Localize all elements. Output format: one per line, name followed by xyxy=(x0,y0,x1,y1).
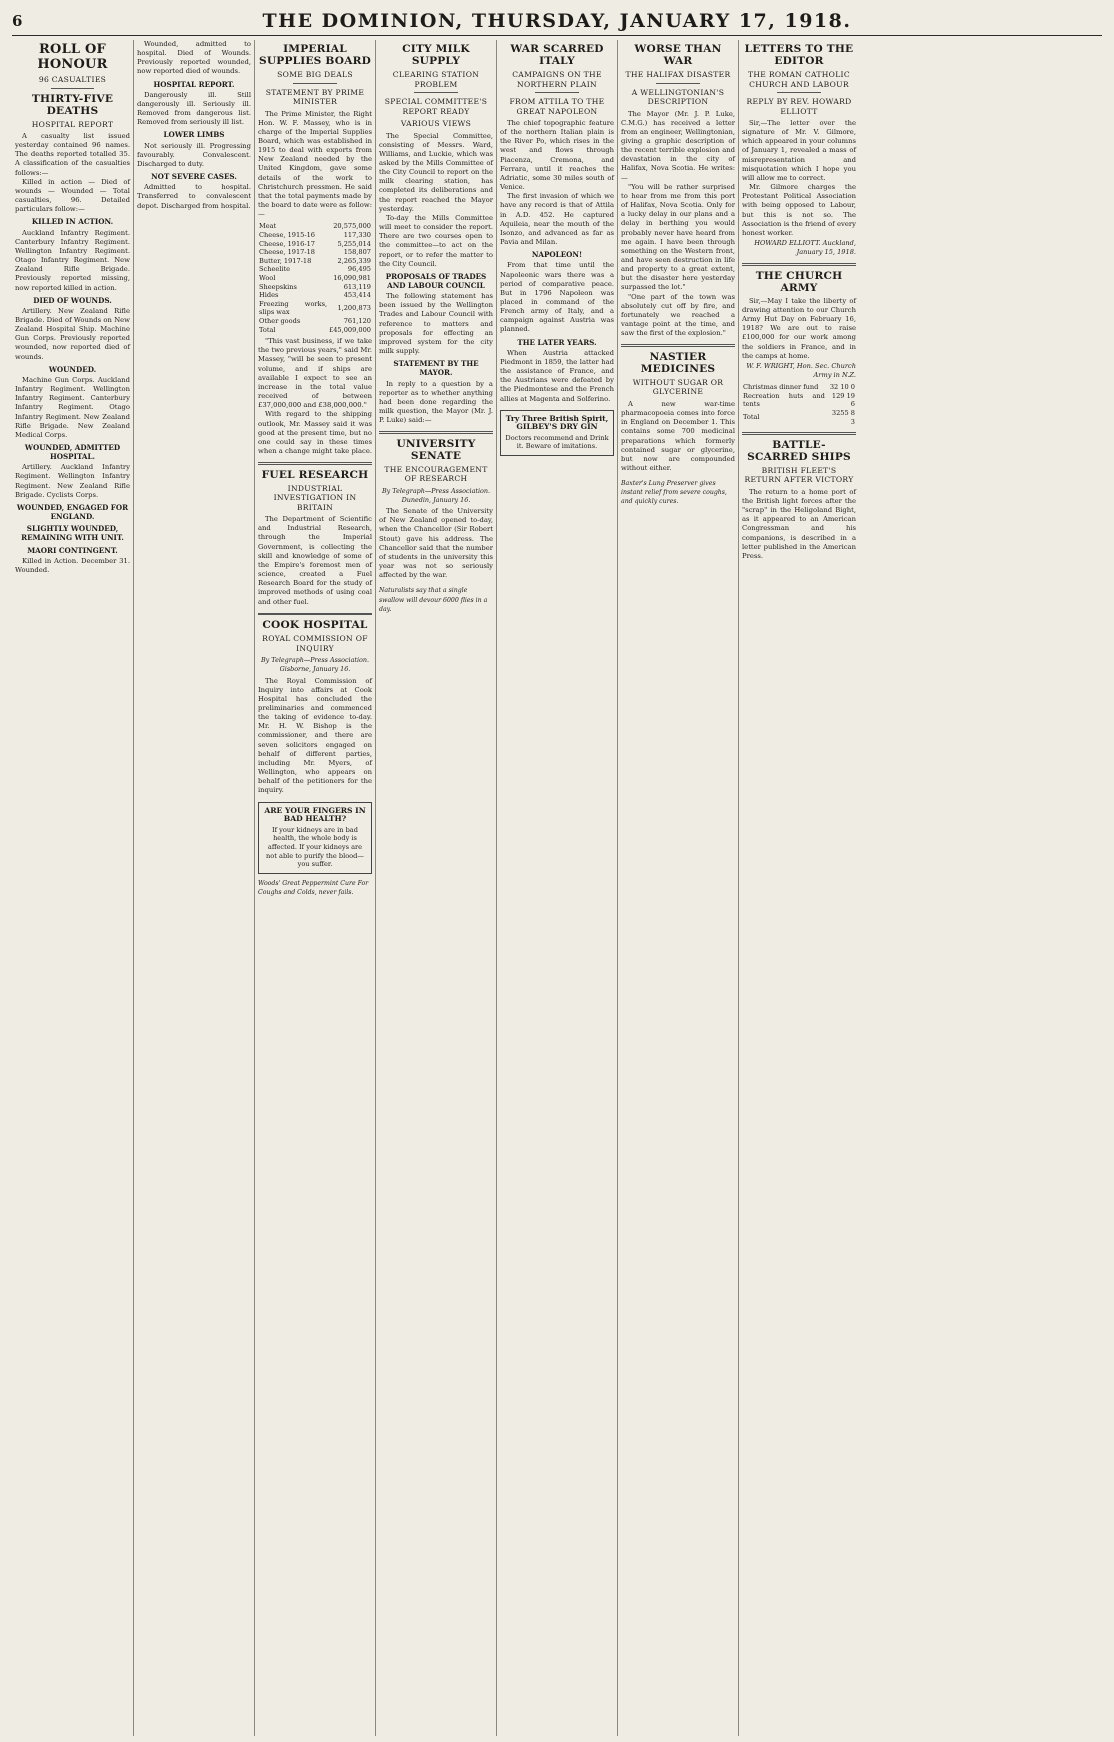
body-text: Artillery. Auckland Infantry Regiment. Wellington Infantry Regiment. New Zealand Rifle Brigade. Cyclists Corps. xyxy=(15,463,130,499)
headline: BATTLE-SCARRED SHIPS xyxy=(747,438,851,463)
row-label: Meat xyxy=(259,222,277,231)
article-university-senate xyxy=(379,438,493,581)
body-text: "This vast business, if we take the two previous years," said Mr. Massey, "will be seen to present volume, and if ships are available I expect to see an increase in the total value received of between £37,000,000 and £38,000,000." xyxy=(258,337,372,410)
subheadline: REPLY BY REV. HOWARD ELLIOTT xyxy=(746,97,852,116)
subheadline: A WELLINGTONIAN'S DESCRIPTION xyxy=(631,87,725,106)
subheadline: THE HALIFAX DISASTER xyxy=(625,70,731,79)
table-row xyxy=(258,265,372,274)
row-value: 117,330 xyxy=(343,230,371,239)
section-heading: PROPOSALS OF TRADES AND LABOUR COUNCIL xyxy=(385,271,487,290)
table-row xyxy=(258,326,372,335)
headline: CITY MILK SUPPLY xyxy=(402,43,470,67)
column-6 xyxy=(617,40,738,1736)
divider xyxy=(293,83,336,84)
ad-text: Doctors recommend and Drink it. Beware of imitations. xyxy=(505,433,609,451)
section-heading: KILLED IN ACTION. xyxy=(31,217,114,227)
payments-table xyxy=(258,222,372,334)
body-text: Mr. Gilmore charges the Protestant Political Association with being opposed to Labour, but this is not so. The Association is the friend of every honest worker. xyxy=(742,183,856,237)
row-value: 96,495 xyxy=(347,265,371,274)
body-text: When Austria attacked Piedmont in 1859, the latter had the assistance of France, and the Austrians were defeated by the Piedmontese and the French allies at Magenta and Solferino. xyxy=(500,348,614,403)
row-value: 453,414 xyxy=(343,291,371,300)
body-text: The Royal Commission of Inquiry into affairs at Cook Hospital has concluded the preliminaries and commenced the taking of evidence to-day. Mr. H. W. Bishop is the commissioner, and there are seven solicitors engaged on behalf of different parties, including Mr. Myers, of Wellington, who appears on behalf of the petitioners for the inquiry. xyxy=(258,676,372,795)
article-fuel-research xyxy=(258,469,372,607)
row-label: Hides xyxy=(259,291,279,300)
fund-table xyxy=(742,383,856,426)
section-heading: NAPOLEON! xyxy=(531,250,583,260)
row-label: Total xyxy=(743,413,760,422)
section-heading: HOSPITAL REPORT. xyxy=(153,79,235,89)
divider xyxy=(379,431,493,434)
table-row xyxy=(258,257,372,266)
row-label: Cheese, 1917-18 xyxy=(259,248,315,257)
row-value: 2,265,339 xyxy=(337,256,371,265)
column-7 xyxy=(738,40,859,1736)
table-row xyxy=(258,274,372,283)
article-church-army xyxy=(742,270,856,426)
column-2 xyxy=(133,40,254,1736)
body-text: "One part of the town was absolutely cut off by fire, and fortunately we reached a vantage point at the time, and saw the first of the explosion." xyxy=(621,292,735,338)
section-heading: WOUNDED. xyxy=(48,364,97,374)
table-row xyxy=(258,317,372,326)
ad-title: Try Three British Spirit, GILBEY'S DRY GIN xyxy=(505,413,609,432)
headline: LETTERS TO THE EDITOR xyxy=(744,43,854,67)
article-imperial-supplies xyxy=(258,43,372,456)
dateline: By Telegraph—Press Association. Dunedin, January 16. xyxy=(381,486,491,504)
columns xyxy=(12,40,1102,1736)
divider xyxy=(258,462,372,465)
section-heading: SLIGHTLY WOUNDED, REMAINING WITH UNIT. xyxy=(21,524,124,543)
headline: ROLL OF HONOUR xyxy=(37,42,108,72)
body-text: With regard to the shipping outlook, Mr. Massey said it was good at the present time, but no one could say in these times when a change might take place. xyxy=(258,410,373,455)
column-1 xyxy=(12,40,133,1736)
headline: WAR SCARRED ITALY xyxy=(510,43,604,67)
body-text: Killed in action — Died of wounds — Wounded — Total casualties, 96. Detailed particulars follow:— xyxy=(15,177,130,214)
body-text: Not seriously ill. Progressing favourably. Convalescent. Discharged to duty. xyxy=(137,141,251,168)
body-text: A new war-time pharmacopoeia comes into force in England on December 1. This contains some 700 medicinal preparations which formerly contained sugar or glycerine, but now are compounded without either. xyxy=(621,399,735,472)
advertisement: Baxter's Lung Preserver gives instant relief from severe coughs, and quickly cures. xyxy=(621,480,727,506)
section-heading: MAORI CONTINGENT. xyxy=(27,545,118,555)
headline: WORSE THAN WAR xyxy=(634,43,722,67)
subheadline: SOME BIG DEALS xyxy=(277,70,353,79)
row-value: 20,575,000 xyxy=(333,222,371,231)
section-heading: STATEMENT BY THE MAYOR. xyxy=(393,359,479,378)
body-text: Dangerously ill. Still dangerously ill. Seriously ill. Removed from dangerous list. Removed from seriously ill list. xyxy=(137,90,251,127)
body-text: Sir,—May I take the liberty of drawing attention to our Church Army Hut Day on February 16, 1918? We are out to raise £100,000 for our work among the soldiers in France, and in the camps at home. xyxy=(742,296,856,360)
article-worse-than-war xyxy=(621,43,735,338)
divider xyxy=(656,83,699,84)
row-label: Recreation huts and tents xyxy=(743,391,825,409)
row-label: Other goods xyxy=(259,316,301,325)
ad-title: ARE YOUR FINGERS IN BAD HEALTH? xyxy=(264,805,366,824)
table-row xyxy=(742,409,856,426)
row-label: Butter, 1917-18 xyxy=(259,256,312,265)
body-text: To-day the Mills Committee will meet to consider the report. There are two courses open to the committee—to act on the report, or to refer the matter to the City Council. xyxy=(379,213,493,268)
row-label: Scheelite xyxy=(259,265,291,274)
row-value: 613,119 xyxy=(343,282,371,291)
subheadline: THE ROMAN CATHOLIC CHURCH AND LABOUR xyxy=(748,70,850,89)
body-text: Admitted to hospital. Transferred to convalescent depot. Discharged from hospital. xyxy=(137,183,251,210)
article-war-scarred-italy xyxy=(500,43,614,404)
body-text: The chief topographic feature of the northern Italian plain is the River Po, which rises in the west and flows through Piacenza, Cremona, and Ferrara, until it reaches the Adriatic, some 30 miles south of Venice. xyxy=(500,119,614,192)
row-label: Cheese, 1916-17 xyxy=(259,239,315,248)
advertisement xyxy=(500,410,614,456)
ad-text: If your kidneys are in bad health, the whole body is affected. If your kidneys are not able to purify the blood—you suffer. xyxy=(266,825,364,869)
row-label: Total xyxy=(259,325,276,334)
subheadline: INDUSTRIAL INVESTIGATION IN BRITAIN xyxy=(273,483,357,512)
divider xyxy=(51,88,95,89)
body-text: Wounded, admitted to hospital. Died of Wounds. Previously reported wounded, now reported died of wounds. xyxy=(137,40,251,76)
divider xyxy=(621,344,735,347)
subheadline: WITHOUT SUGAR OR GLYCERINE xyxy=(632,377,724,397)
row-value: 5,255,014 xyxy=(337,239,371,248)
subheadline: SPECIAL COMMITTEE'S REPORT READY xyxy=(384,97,488,116)
row-label: Cheese, 1915-16 xyxy=(259,230,315,239)
body-text: Machine Gun Corps. Auckland Infantry Regiment. Wellington Infantry Regiment. Canterbury Infantry Regiment. Otago Infantry Regiment. New Zealand Rifle Brigade. New Zealand Medical Corps. xyxy=(15,375,130,439)
table-row xyxy=(258,231,372,240)
column-4 xyxy=(375,40,496,1736)
article-casualty-continued xyxy=(137,40,251,211)
row-value: 129 19 6 xyxy=(831,391,855,409)
row-label: Freezing works, slips wax xyxy=(259,299,328,317)
column-5 xyxy=(496,40,617,1736)
section-heading: WOUNDED, ENGAGED FOR ENGLAND. xyxy=(16,502,129,522)
body-text: Artillery. New Zealand Rifle Brigade. Died of Wounds on New Zealand Hospital Ship. Machine Gun Corps. Previously reported wounded, now reported died of wounds. xyxy=(15,306,130,361)
divider xyxy=(258,613,372,616)
subheadline: CLEARING STATION PROBLEM xyxy=(392,70,480,89)
subheadline: CAMPAIGNS ON THE NORTHERN PLAIN xyxy=(512,70,602,89)
divider xyxy=(742,432,856,435)
headline: FUEL RESEARCH xyxy=(261,468,369,481)
subheadline: ROYAL COMMISSION OF INQUIRY xyxy=(262,634,368,653)
subheadline: VARIOUS VIEWS xyxy=(400,119,472,128)
body-text: The Special Committee, consisting of Messrs. Ward, Williams, and Luckie, which was asked by the Mills Committee of the City Council to report on the milk clearing station, has completed its deliberations and the report reached the Mayor yesterday. xyxy=(379,131,493,213)
advertisement xyxy=(258,802,372,874)
body-text: The Department of Scientific and Industrial Research, through the Imperial Government, is collecting the skill and knowledge of some of the Empire's foremost men of science, created a Fuel Research Board for the study of improved methods of using coal and other fuel. xyxy=(258,515,372,606)
headline: NASTIER MEDICINES xyxy=(640,350,716,375)
body-text: The following statement has been issued by the Wellington Trades and Labour Council with reference to matters and proposals for effecting an improved system for the city milk supply. xyxy=(379,292,493,356)
headline: THE CHURCH ARMY xyxy=(755,269,843,294)
page-number: 6 xyxy=(12,12,23,30)
row-value: 3255 8 3 xyxy=(831,409,855,426)
dateline: By Telegraph—Press Association. Gisborne, January 16. xyxy=(260,656,370,674)
body-text: Sir,—The letter over the signature of Mr. V. Gilmore, which appeared in your columns of January 1, revealed a mass of misrepresentation and misquotation which I hope you will allow me to correct. xyxy=(742,119,856,182)
body-text: The return to a home port of the British light forces after the "scrap" in the Heligoland Bight, as it appeared to an American Congressman and his companions, is described in a letter published in the American Press. xyxy=(742,487,856,560)
article-nastier-medicines xyxy=(621,351,735,473)
table-row xyxy=(258,291,372,300)
article-city-milk-supply xyxy=(379,43,493,425)
body-text: The Senate of the University of New Zealand opened to-day, when the Chancellor (Sir Robert Stout) gave his address. The Chancellor said that the number of students in the university this year was not so seriously affected by the war. xyxy=(379,507,493,580)
subheadline: BRITISH FLEET'S RETURN AFTER VICTORY xyxy=(744,465,854,485)
section-heading: DIED OF WOUNDS. xyxy=(33,295,112,305)
body-text: The Prime Minister, the Right Hon. W. F. Massey, who is in charge of the Imperial Supplies Board, which was established in 1915 to deal with exports from New Zealand needed by the United Kingdom, gave some details of the work to Christchurch pressmen. He said that the total payments made by the board to date were as follow:— xyxy=(258,109,372,219)
row-value: 158,807 xyxy=(343,248,371,257)
divider xyxy=(777,92,820,93)
table-row xyxy=(258,222,372,231)
signature: HOWARD ELLIOTT. Auckland, January 15, 1918. xyxy=(754,239,856,257)
row-label: Sheepskins xyxy=(259,282,297,291)
article-battle-scarred-ships xyxy=(742,439,856,561)
divider xyxy=(414,92,457,93)
signature: W. F. WRIGHT, Hon. Sec. Church Army in N.Z. xyxy=(746,361,856,380)
body-text: The first invasion of which we have any record is that of Attila in A.D. 452. He captured Aquileia, near the mouth of the Isonzo, and advanced as far as Pavia and Milan. xyxy=(500,192,614,247)
article-letters-to-editor xyxy=(742,43,856,257)
row-value: £45,009,000 xyxy=(329,325,371,334)
body-text: A casualty list issued yesterday contained 96 names. The deaths reported totalled 35. A classification of the casualties follows:— xyxy=(15,132,130,177)
section-heading: THE LATER YEARS. xyxy=(517,337,597,347)
divider xyxy=(535,92,578,93)
subheadline: THE ENCOURAGEMENT OF RESEARCH xyxy=(384,464,488,484)
body-text: "You will be rather surprised to hear from me from this port of Halifax, Nova Scotia. Only for a lucky delay in our plans and a delay in berthing you would probably never have heard from me again. I have been through something on the Western front, and have seen destruction in life and property to a great extent, but the disaster here yesterday surpassed the lot." xyxy=(621,182,735,292)
table-row xyxy=(742,383,856,392)
headline: COOK HOSPITAL xyxy=(262,619,368,632)
row-value: 16,090,981 xyxy=(333,273,371,282)
table-row xyxy=(742,392,856,409)
section-heading: WOUNDED, ADMITTED HOSPITAL. xyxy=(24,443,121,462)
table-row xyxy=(258,240,372,249)
masthead xyxy=(12,10,1102,36)
subheadline: HOSPITAL REPORT xyxy=(31,119,114,129)
section-heading: NOT SEVERE CASES. xyxy=(151,172,237,182)
newspaper-title: THE DOMINION, THURSDAY, JANUARY 17, 1918. xyxy=(262,10,852,32)
row-label: Wool xyxy=(259,273,276,282)
column-3 xyxy=(254,40,375,1736)
body-text: From that time until the Napoleonic wars there was a period of comparative peace. But in 1796 Napoleon was placed in command of the French army of Italy, and a campaign against Austria was planned. xyxy=(500,261,614,334)
body-text: In reply to a question by a reporter as to whether anything had been done regarding the milk question, the Mayor (Mr. J. P. Luke) said:— xyxy=(379,379,493,425)
headline: UNIVERSITY SENATE xyxy=(396,437,476,462)
table-row xyxy=(258,300,372,317)
table-row xyxy=(258,248,372,257)
body-text: The Mayor (Mr. J. P. Luke, C.M.G.) has received a letter from an engineer, Wellingtonian, giving a graphic description of the recent terrible explosion and devastation in the city of Halifax, Nova Scotia. He writes:— xyxy=(621,109,735,182)
advertisement: Woods' Great Peppermint Cure For Coughs and Colds, never fails. xyxy=(258,879,369,896)
row-value: 32 10 0 xyxy=(829,383,855,392)
subheadline: 96 CASUALTIES xyxy=(38,75,107,84)
table-row xyxy=(258,283,372,292)
subheadline: FROM ATTILA TO THE GREAT NAPOLEON xyxy=(509,97,605,116)
subheadline: STATEMENT BY PRIME MINISTER xyxy=(265,87,365,106)
article-roll-of-honour xyxy=(15,43,130,575)
body-text: Auckland Infantry Regiment. Canterbury Infantry Regiment. Wellington Infantry Regiment. Otago Infantry Regiment. New Zealand Rifle Brigade. Previously reported missing, now reported killed in action. xyxy=(15,228,130,292)
filler-note: Naturalists say that a single swallow will devour 6000 flies in a day. xyxy=(379,587,488,613)
section-heading: LOWER LIMBS xyxy=(163,130,225,140)
headline: IMPERIAL SUPPLIES BOARD xyxy=(258,43,372,67)
headline: THIRTY-FIVE DEATHS xyxy=(31,92,114,117)
row-label: Christmas dinner fund xyxy=(743,383,819,392)
row-value: 1,200,873 xyxy=(337,304,371,313)
row-value: 761,120 xyxy=(343,316,371,325)
divider xyxy=(742,263,856,266)
body-text: Killed in Action. December 31. Wounded. xyxy=(15,556,130,574)
article-cook-hospital xyxy=(258,619,372,795)
